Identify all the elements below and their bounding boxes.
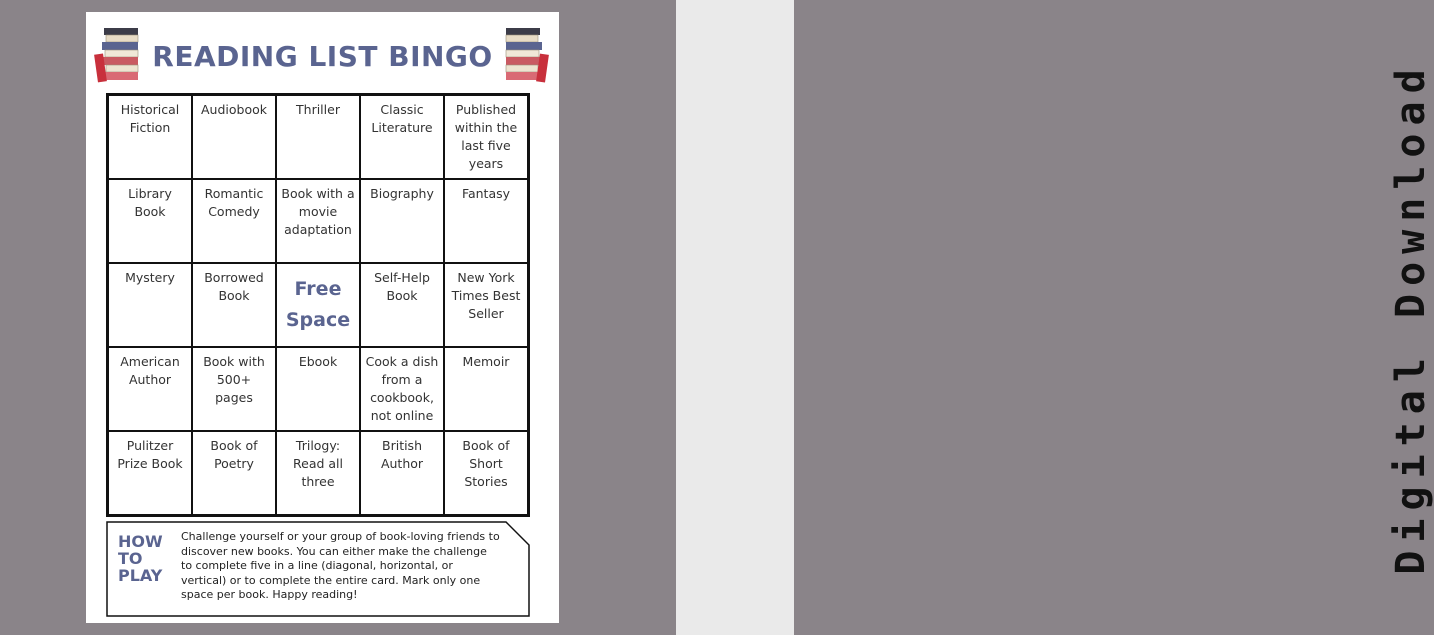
cell-label: Borrowed Book bbox=[204, 270, 264, 303]
right-banner bbox=[676, 0, 1434, 635]
bingo-cell[interactable] bbox=[108, 263, 192, 347]
bingo-grid bbox=[106, 93, 530, 517]
cell-label: Library Book bbox=[128, 186, 172, 219]
bingo-cell[interactable] bbox=[108, 431, 192, 515]
cell-label: American Author bbox=[120, 354, 180, 387]
bingo-cell[interactable] bbox=[192, 179, 276, 263]
cell-label: Self-Help Book bbox=[374, 270, 430, 303]
bingo-cell[interactable] bbox=[108, 179, 192, 263]
bingo-cell[interactable] bbox=[444, 263, 528, 347]
how-to-play-text: Challenge yourself or your group of book-loving friends to discover new books. You can either make the challenge to complete five in a line (diagonal, horizontal, or vertical) or to complete the entire card. Mark only one space per book. Happy reading! bbox=[181, 530, 500, 601]
bingo-cell[interactable] bbox=[444, 431, 528, 515]
bingo-cell[interactable] bbox=[360, 179, 444, 263]
cell-label: Historical Fiction bbox=[120, 102, 180, 135]
digital-download-label: Digital Download bbox=[1388, 61, 1434, 575]
bingo-cell[interactable] bbox=[276, 347, 360, 431]
cell-label: Fantasy bbox=[461, 186, 511, 201]
cell-label: Classic Literature bbox=[371, 102, 433, 135]
bingo-cell[interactable] bbox=[276, 431, 360, 515]
book-stack-icon bbox=[500, 24, 548, 86]
bingo-cell[interactable] bbox=[360, 347, 444, 431]
cell-label: Trilogy: Read all three bbox=[293, 438, 343, 489]
bingo-cell[interactable] bbox=[192, 263, 276, 347]
how-to-play-box bbox=[106, 521, 530, 617]
bingo-cell[interactable] bbox=[108, 95, 192, 179]
cell-label: Mystery bbox=[125, 270, 175, 285]
bingo-cell[interactable] bbox=[192, 347, 276, 431]
bingo-cell[interactable] bbox=[444, 95, 528, 179]
cell-label: Book of Short Stories bbox=[462, 438, 510, 489]
cell-label: Audiobook bbox=[201, 102, 267, 117]
bingo-cell[interactable] bbox=[444, 179, 528, 263]
free-space-cell[interactable] bbox=[276, 263, 360, 347]
page-title: READING LIST BINGO bbox=[152, 40, 493, 73]
bingo-cell[interactable] bbox=[192, 431, 276, 515]
cell-label: Biography bbox=[370, 186, 434, 201]
bingo-cell[interactable] bbox=[192, 95, 276, 179]
cell-label: Book of Poetry bbox=[210, 438, 258, 471]
cell-label: Book with 500+ pages bbox=[203, 354, 265, 405]
cell-label: Thriller bbox=[296, 102, 340, 117]
cell-label: Memoir bbox=[462, 354, 510, 369]
cell-label: British Author bbox=[380, 438, 424, 471]
cell-label: New York Times Best Seller bbox=[451, 270, 521, 321]
cell-label: Romantic Comedy bbox=[204, 186, 264, 219]
cell-label: Cook a dish from a cookbook, not online bbox=[365, 354, 439, 423]
cell-label: Ebook bbox=[298, 354, 338, 369]
bingo-sheet bbox=[86, 12, 559, 623]
bingo-cell[interactable] bbox=[444, 347, 528, 431]
cell-label: Published within the last five years bbox=[454, 102, 518, 171]
how-to-play-heading: HOW TO PLAY bbox=[118, 532, 163, 585]
free-space-label: Free Space bbox=[285, 278, 351, 331]
cell-label: Book with a movie adaptation bbox=[281, 186, 355, 237]
bingo-cell[interactable] bbox=[360, 95, 444, 179]
bingo-cell[interactable] bbox=[276, 179, 360, 263]
bingo-cell[interactable] bbox=[360, 263, 444, 347]
bingo-cell[interactable] bbox=[108, 347, 192, 431]
bingo-cell[interactable] bbox=[360, 431, 444, 515]
cell-label: Pulitzer Prize Book bbox=[117, 438, 183, 471]
bingo-cell[interactable] bbox=[276, 95, 360, 179]
